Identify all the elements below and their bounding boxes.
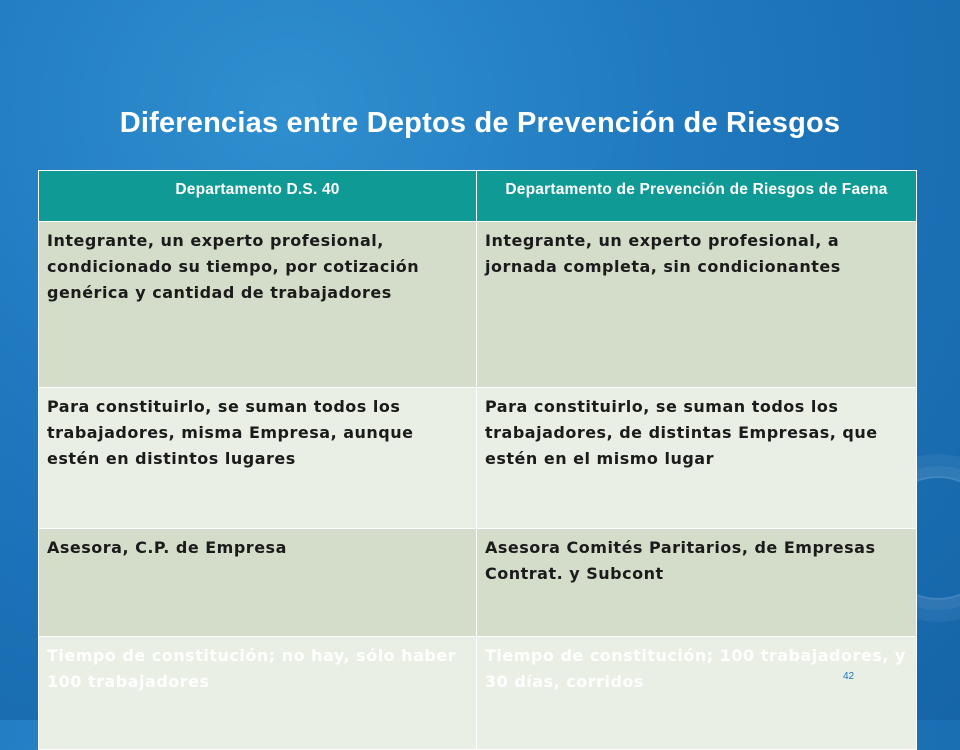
table-cell: Para constituirlo, se suman todos los trabajadores, misma Empresa, aunque estén en distintos lugares [39, 388, 477, 529]
table-row [39, 222, 917, 388]
table-row [39, 529, 917, 637]
table-cell: Para constituirlo, se suman todos los trabajadores, de distintas Empresas, que estén en el mismo lugar [477, 388, 917, 529]
page-number: 42 [843, 671, 855, 682]
table-cell: Integrante, un experto profesional, a jornada completa, sin condicionantes [477, 222, 917, 388]
table-row [39, 637, 917, 750]
table-header-row [39, 171, 917, 222]
table-cell: Tiempo de constitución; no hay, sólo haber 100 trabajadores [39, 637, 477, 750]
slide-title: Diferencias entre Deptos de Prevención de Riesgos [119, 107, 841, 139]
column-header-ds40: Departamento D.S. 40 [39, 171, 477, 222]
table-cell: Asesora, C.P. de Empresa [39, 529, 477, 637]
comparison-table [38, 170, 917, 750]
column-header-faena: Departamento de Prevención de Riesgos de Faena [477, 171, 917, 222]
table-cell: Integrante, un experto profesional, condicionado su tiempo, por cotización genérica y cantidad de trabajadores [39, 222, 477, 388]
table-cell: Tiempo de constitución; 100 trabajadores, y 30 días, corridos [477, 637, 917, 750]
table-cell: Asesora Comités Paritarios, de Empresas Contrat. y Subcont [477, 529, 917, 637]
table-row [39, 388, 917, 529]
